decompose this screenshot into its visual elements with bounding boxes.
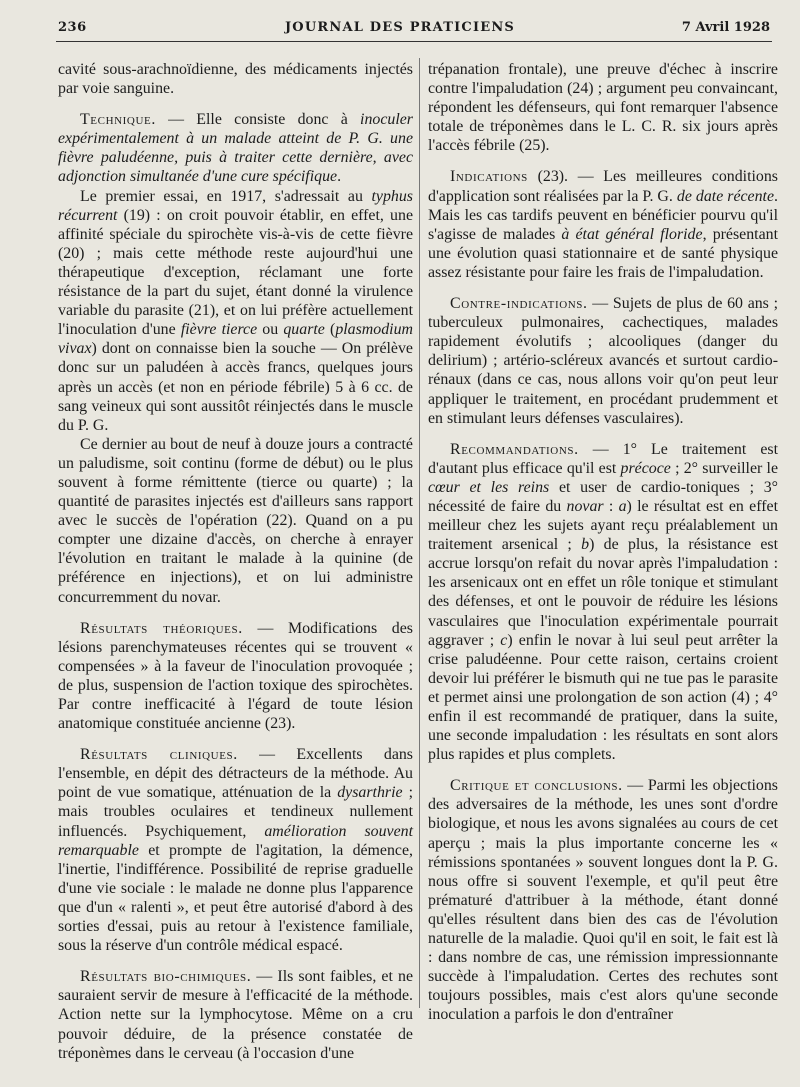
section-heading: Technique. (80, 111, 156, 129)
journal-title: JOURNAL DES PRATICIENS (284, 20, 516, 35)
paragraph-ce-dernier: Ce dernier au bout de neuf à douze jours a contracté un paludisme, soit continu (forme de début) ou le plus souvent à forme rémittente (tierce ou quarte) ; la quantité de parasites injectés est d'ailleurs sans rapport avec le succès de l'opération (22). Quand on a pu compter une dizaine d'accès, on cherche à enrayer l'évolution en traitant le malade à la quinine (de préférence en injections), et on lui administre concurremment du novar. (58, 435, 413, 606)
right-column (428, 60, 778, 1025)
column-divider (419, 58, 420, 1008)
section-heading: Recommandations. (450, 440, 579, 458)
page-header (0, 0, 800, 44)
issue-date: 7 Avril 1928 (681, 20, 770, 35)
section-recommandations: Recommandations. — 1° Le traitement est d'autant plus efficace qu'il est précoce ; 2° surveiller le cœur et les reins et user de cardio-toniques ; 3° nécessité de faire du novar : a) le résultat est en effet meilleur chez les sujets ayant reçu préalablement un traitement arsenical ; b) de plus, la résistance est accrue lorsqu'on refait du novar après l'impaludation : les arsenicaux ont en effet un rôle tonique et stimulant des défenses, et ont le pouvoir de réduire les lésions vasculaires que l'inoculation expérimentale pourrait aggraver ; c) enfin le novar à lui seul peut arrêter la crise paludéenne. Pour cette raison, certains croient devoir lui préférer le bismuth qui ne tue pas le parasite et permet ainsi une prolongation de son action (4) ; 4° enfin il est recommandé de pratiquer, dans la suite, une seconde impaludation : les résultats en sont alors plus rapides et plus complets. (428, 440, 778, 764)
section-heading: Résultats bio-chimiques. (80, 968, 252, 986)
section-resultats-cliniques: Résultats cliniques. — Excellents dans l'ensemble, en dépit des détracteurs de la méthode. Au point de vue somatique, atténuation de la dysarthrie ; mais troubles oculaires et tendineux nullement influencés. Psychiquement, amélioration souvent remarquable et prompte de l'agitation, la démence, l'inertie, l'indifférence. Possibilité de reprise graduelle d'une vie sociale : le malade ne donne plus l'apparence que d'un « ralenti », et peut être autorisé d'abord à des sorties d'essai, puis au retour à l'existence familiale, sous la réserve d'un contrôle médical espacé. (58, 746, 413, 955)
section-heading: Résultats cliniques. (80, 746, 238, 764)
section-technique: Technique. — Elle consiste donc à inoculer expérimentalement à un malade atteint de P. G. une fièvre paludéenne, puis à traiter cette dernière, avec adjonction simultanée d'une cure spécifique. (58, 111, 413, 186)
section-heading: Critique et conclusions. (450, 777, 623, 795)
section-critique-conclusions: Critique et conclusions. — Parmi les objections des adversaires de la méthode, les unes sont d'ordre biologique, et nous les avons signalées au cours de cet aperçu ; mais la plus importante concerne les « rémissions spontanées » souvent longues dont la P. G. nous offre si souvent l'exemple, et qu'il peut être prématuré d'attribuer à la méthode, étant donné qu'elles résultent dans bien des cas de l'évolution naturelle de la maladie. Quoi qu'il en soit, le fait est là : dans nombre de cas, une rémission impressionnante succède à l'impaludation. Certes des rechutes sont toujours possibles, mais c'est alors qu'une seconde inoculation a parfois le don d'entraîner (428, 777, 778, 1024)
paragraph-premier-essai: Le premier essai, en 1917, s'adressait au typhus récurrent (19) : on croit pouvoir établir, en effet, une affinité spéciale du spirochète vis-à-vis de cette fièvre (20) ; mais cette méthode reste aujourd'hui une thérapeutique d'exception, réclamant une forte résistance de la part du sujet, étant donné la virulence variable du parasite (21), et on lui préfère actuellement l'inoculation d'une fièvre tierce ou quarte (plasmodium vivax) dont on connaisse bien la souche — On prélève donc sur un paludéen à accès francs, quelques jours après un accès (et non en période fébrile) 5 à 6 cc. de sang veineux qui sont aussitôt réinjectés dans le muscle du P. G. (58, 187, 414, 434)
section-resultats-theoriques: Résultats théoriques. — Modifications des lésions parenchymateuses récentes qui se trouvent « compensées » à la faveur de l'inoculation provoquée ; de plus, suspension de l'action toxique des spirochètes. Par contre inefficacité à l'égard de toute lésion anatomique constituée ancienne (23). (58, 619, 413, 733)
page-number: 236 (58, 20, 87, 35)
left-column (58, 60, 413, 1063)
section-heading: Contre-indications. (450, 295, 588, 313)
section-resultats-biochimiques: Résultats bio-chimiques. — Ils sont faibles, et ne sauraient servir de mesure à l'efficacité de la méthode. Action nette sur la lymphocytose. Même on a cru pouvoir déduire, de la présence constatée de tréponèmes dans le cerveau (à l'occasion d'une (58, 968, 413, 1062)
paragraph-continuation: trépanation frontale), une preuve d'échec à inscrire contre l'impaludation (24) ; argument peu convaincant, répondent les défenseurs, qui font remarquer l'absence totale de tréponèmes dans le L. C. R. six jours après l'accès fébrile (25). (428, 61, 778, 155)
section-indications: Indications (23). — Les meilleures conditions d'application sont réalisées par la P. G. de date récente. Mais les cas tardifs peuvent en bénéficier pourvu qu'il s'agisse de malades à état général floride, présentant une évolution quasi stationnaire et de santé physique assez résistante pour faire les frais de l'impaludation. (428, 168, 778, 281)
header-rule (56, 41, 772, 42)
paragraph-continuation: cavité sous-arachnoïdienne, des médicaments injectés par voie sanguine. (58, 61, 413, 98)
section-heading: Indications (450, 168, 528, 186)
section-heading: Résultats théoriques. (80, 619, 243, 637)
section-contre-indications: Contre-indications. — Sujets de plus de 60 ans ; tuberculeux pulmonaires, cachectiques, malades rapidement évolutifs ; alcooliques (danger du delirium) ; artério-scléreux avancés et surtout cardio-rénaux (dans ce cas, nous allons voir qu'on peut leur appliquer le traitement, en procédant prudemment et en stimulant leurs défenses vasculaires). (428, 295, 778, 427)
